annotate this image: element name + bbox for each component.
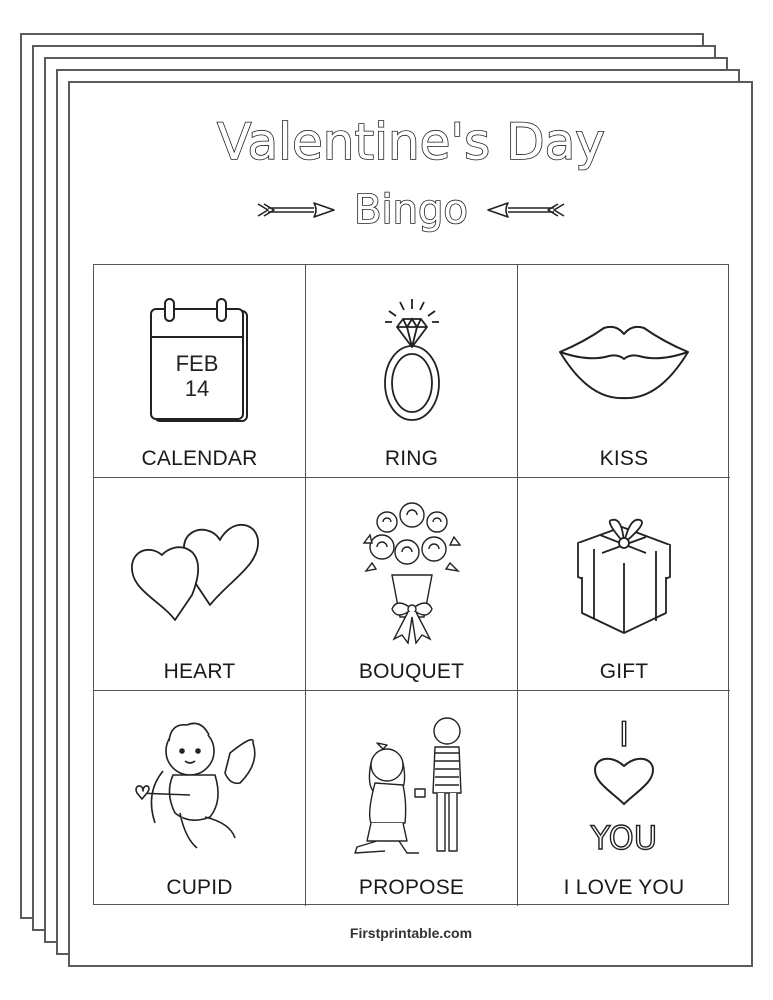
svg-text:14: 14 [184,376,209,401]
cell-label: RING [384,447,439,470]
svg-text:YOU: YOU [590,819,658,857]
lips-icon [554,322,694,402]
bingo-cell-heart[interactable] [94,478,306,691]
bingo-cell-gift[interactable] [518,478,730,691]
cell-label: CUPID [166,876,233,899]
svg-text:I: I [618,715,630,755]
cell-label: GIFT [599,660,649,683]
two-hearts-icon [130,520,270,630]
cell-label: I LOVE YOU [563,876,685,899]
cell-label: CALENDAR [141,447,258,470]
bingo-cell-kiss[interactable] [518,265,730,478]
gift-box-icon [574,515,674,635]
bingo-cell-bouquet[interactable] [306,478,518,691]
diamond-ring-icon [367,297,457,427]
bingo-cell-calendar[interactable] [94,265,306,478]
arrow-left-icon [482,198,566,222]
bingo-cell-ring[interactable] [306,265,518,478]
bingo-cell-i-love-you[interactable] [518,691,730,906]
page-subtitle: Bingo [354,187,468,233]
bingo-cell-propose[interactable] [306,691,518,906]
cell-label: HEART [163,660,236,683]
bingo-grid [93,264,729,905]
svg-text:FEB: FEB [175,351,218,376]
cell-label: KISS [599,447,649,470]
footer-site-name: Firstprintable.com [349,925,473,941]
cell-label: BOUQUET [358,660,465,683]
cupid-icon [135,713,265,858]
subtitle-row [69,182,753,238]
page-title: Valentine's Day [217,113,605,171]
calendar-icon [145,297,255,427]
cell-label: PROPOSE [358,876,465,899]
proposal-couple-icon [347,713,477,858]
bingo-cell-cupid[interactable] [94,691,306,906]
i-heart-you-icon [579,714,669,864]
arrow-right-icon [256,198,340,222]
rose-bouquet-icon [362,497,462,647]
